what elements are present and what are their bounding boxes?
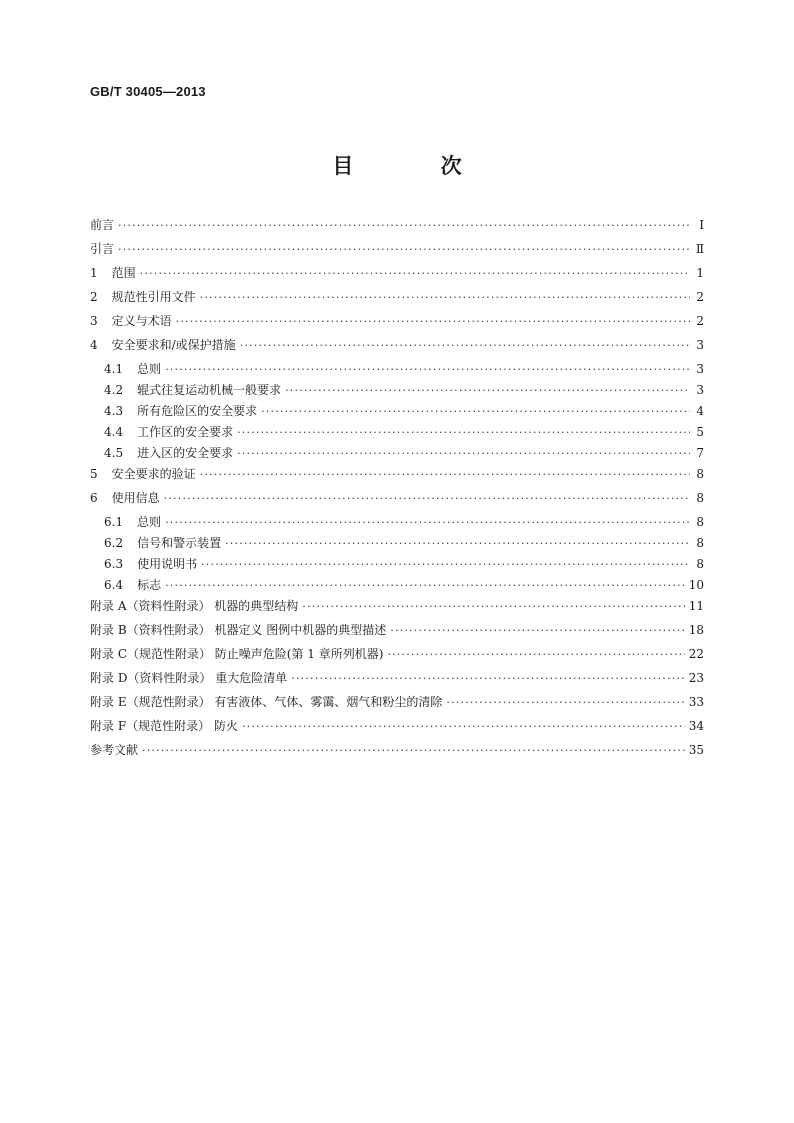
toc-entry-label [90, 336, 236, 353]
toc-entry-label [104, 555, 197, 572]
toc-entry-page: 34 [688, 719, 704, 733]
toc-entry-label [104, 576, 161, 593]
toc-entry-title: 辊式往复运动机械一般要求 [137, 383, 282, 397]
toc-entry-label [90, 717, 238, 734]
toc-entry[interactable] [90, 216, 704, 240]
toc-entry-label [104, 534, 221, 551]
toc-entry-page: 7 [696, 446, 704, 460]
toc-entry-number: 6 [90, 491, 98, 505]
toc-entry[interactable] [90, 240, 704, 264]
toc-entry-page: 4 [696, 404, 704, 418]
toc-entry-page: 8 [696, 467, 704, 481]
table-of-contents [90, 216, 704, 765]
toc-dot-leader [237, 425, 690, 439]
toc-entry-title: 信号和警示装置 [137, 536, 222, 550]
toc-entry-label [104, 513, 161, 530]
standard-code: GB/T 30405—2013 [90, 84, 206, 99]
toc-dot-leader [118, 242, 690, 256]
toc-dot-leader [390, 623, 684, 637]
toc-entry-label [90, 216, 114, 233]
toc-entry-title: 标志 [137, 578, 162, 592]
toc-dot-leader [240, 338, 690, 352]
toc-entry[interactable] [90, 360, 704, 381]
toc-entry[interactable] [90, 669, 704, 693]
toc-entry[interactable] [90, 597, 704, 621]
toc-entry-page: 8 [696, 536, 704, 550]
toc-entry-title: 范围 [111, 266, 136, 280]
toc-dot-leader [164, 491, 690, 505]
toc-dot-leader [140, 266, 690, 280]
toc-entry-page: Ⅱ [695, 242, 704, 256]
toc-entry-number: 4 [90, 338, 98, 352]
toc-entry-title: 工作区的安全要求 [137, 425, 234, 439]
toc-entry-title: 引言 [90, 242, 115, 256]
toc-entry[interactable] [90, 576, 704, 597]
toc-entry-title: 附录 F（规范性附录） 防火 [90, 719, 238, 733]
toc-entry-label [90, 693, 442, 710]
toc-entry-number: 1 [90, 266, 98, 280]
toc-dot-leader [165, 515, 690, 529]
toc-entry-number: 4.3 [104, 404, 124, 418]
toc-entry-number: 4.4 [104, 425, 124, 439]
toc-entry-page: 8 [696, 515, 704, 529]
toc-entry-label [90, 621, 386, 638]
toc-entry[interactable] [90, 489, 704, 513]
toc-entry-page: 3 [696, 338, 704, 352]
toc-entry-title: 使用信息 [111, 491, 160, 505]
toc-entry-page: 2 [696, 314, 704, 328]
toc-entry[interactable] [90, 621, 704, 645]
toc-entry[interactable] [90, 381, 704, 402]
toc-entry[interactable] [90, 444, 704, 465]
toc-entry-label [90, 264, 136, 281]
toc-dot-leader [165, 362, 690, 376]
toc-entry[interactable] [90, 264, 704, 288]
toc-entry-page: 1 [696, 266, 704, 280]
toc-entry-title: 安全要求和/或保护措施 [111, 338, 236, 352]
toc-entry-page: 8 [696, 557, 704, 571]
toc-entry-label [90, 240, 114, 257]
toc-entry-number: 4.2 [104, 383, 124, 397]
toc-dot-leader [242, 719, 685, 733]
toc-entry-label [90, 597, 298, 614]
toc-entry-title: 附录 B（资料性附录） 机器定义 图例中机器的典型描述 [90, 623, 387, 637]
toc-entry-label [90, 669, 287, 686]
toc-entry-label [90, 312, 172, 329]
toc-dot-leader [291, 671, 684, 685]
toc-entry-number: 5 [90, 467, 98, 481]
toc-entry[interactable] [90, 465, 704, 489]
toc-entry-number: 4.5 [104, 446, 124, 460]
toc-entry-title: 所有危险区的安全要求 [137, 404, 258, 418]
toc-entry-number: 6.2 [104, 536, 124, 550]
toc-entry-label [104, 381, 281, 398]
toc-entry-label [104, 444, 233, 461]
toc-dot-leader [142, 743, 685, 757]
toc-dot-leader [165, 578, 685, 592]
toc-dot-leader [118, 218, 690, 232]
toc-entry-title: 规范性引用文件 [111, 290, 196, 304]
toc-entry-page: 3 [696, 362, 704, 376]
toc-dot-leader [225, 536, 690, 550]
toc-dot-leader [200, 290, 690, 304]
toc-entry[interactable] [90, 513, 704, 534]
toc-entry[interactable] [90, 555, 704, 576]
toc-entry-title: 使用说明书 [137, 557, 198, 571]
toc-entry-page: 23 [688, 671, 704, 685]
toc-entry[interactable] [90, 288, 704, 312]
toc-entry-title: 附录 E（规范性附录） 有害液体、气体、雾霭、烟气和粉尘的清除 [90, 695, 443, 709]
toc-entry-page: 22 [688, 647, 704, 661]
toc-entry-number: 2 [90, 290, 98, 304]
toc-entry[interactable] [90, 717, 704, 741]
toc-dot-leader [176, 314, 690, 328]
toc-entry-title: 定义与术语 [111, 314, 172, 328]
toc-entry-number: 6.1 [104, 515, 124, 529]
toc-entry-label [90, 645, 383, 662]
toc-entry[interactable] [90, 312, 704, 336]
toc-entry-label [90, 465, 196, 482]
toc-entry[interactable] [90, 741, 704, 765]
toc-entry-page: 33 [688, 695, 704, 709]
toc-entry-title: 前言 [90, 218, 115, 232]
toc-entry-page: 5 [696, 425, 704, 439]
toc-entry-label [104, 360, 161, 377]
toc-entry-label [104, 402, 257, 419]
toc-entry-label [90, 288, 196, 305]
toc-entry-page: 10 [688, 578, 704, 592]
toc-entry[interactable] [90, 693, 704, 717]
toc-entry-title: 附录 C（规范性附录） 防止噪声危险(第 1 章所列机器) [90, 647, 384, 661]
toc-entry-label [104, 423, 233, 440]
toc-entry-title: 总则 [137, 515, 162, 529]
toc-entry-title: 进入区的安全要求 [137, 446, 234, 460]
toc-dot-leader [237, 446, 690, 460]
toc-entry-page: 2 [696, 290, 704, 304]
toc-entry-title: 附录 A（资料性附录） 机器的典型结构 [90, 599, 299, 613]
toc-entry-page: 11 [688, 599, 704, 613]
toc-entry-page: Ⅰ [699, 218, 704, 232]
toc-entry-title: 总则 [137, 362, 162, 376]
toc-dot-leader [201, 557, 690, 571]
page-title: 目 次 [332, 154, 502, 178]
toc-entry[interactable] [90, 423, 704, 444]
toc-entry[interactable] [90, 645, 704, 669]
toc-entry-page: 18 [688, 623, 704, 637]
toc-dot-leader [285, 383, 690, 397]
toc-entry[interactable] [90, 534, 704, 555]
toc-entry-page: 8 [696, 491, 704, 505]
toc-entry[interactable] [90, 336, 704, 360]
toc-entry-number: 3 [90, 314, 98, 328]
toc-entry-page: 35 [688, 743, 704, 757]
toc-entry-label [90, 489, 160, 506]
toc-entry-number: 6.4 [104, 578, 124, 592]
toc-entry-number: 4.1 [104, 362, 124, 376]
toc-entry-title: 安全要求的验证 [111, 467, 196, 481]
toc-entry-title: 参考文献 [90, 743, 139, 757]
toc-dot-leader [387, 647, 684, 661]
toc-dot-leader [302, 599, 684, 613]
toc-entry-label [90, 741, 138, 758]
toc-entry-number: 6.3 [104, 557, 124, 571]
toc-entry-page: 3 [696, 383, 704, 397]
toc-dot-leader [200, 467, 690, 481]
toc-dot-leader [261, 404, 690, 418]
toc-dot-leader [446, 695, 684, 709]
toc-entry-title: 附录 D（资料性附录） 重大危险清单 [90, 671, 288, 685]
toc-entry[interactable] [90, 402, 704, 423]
